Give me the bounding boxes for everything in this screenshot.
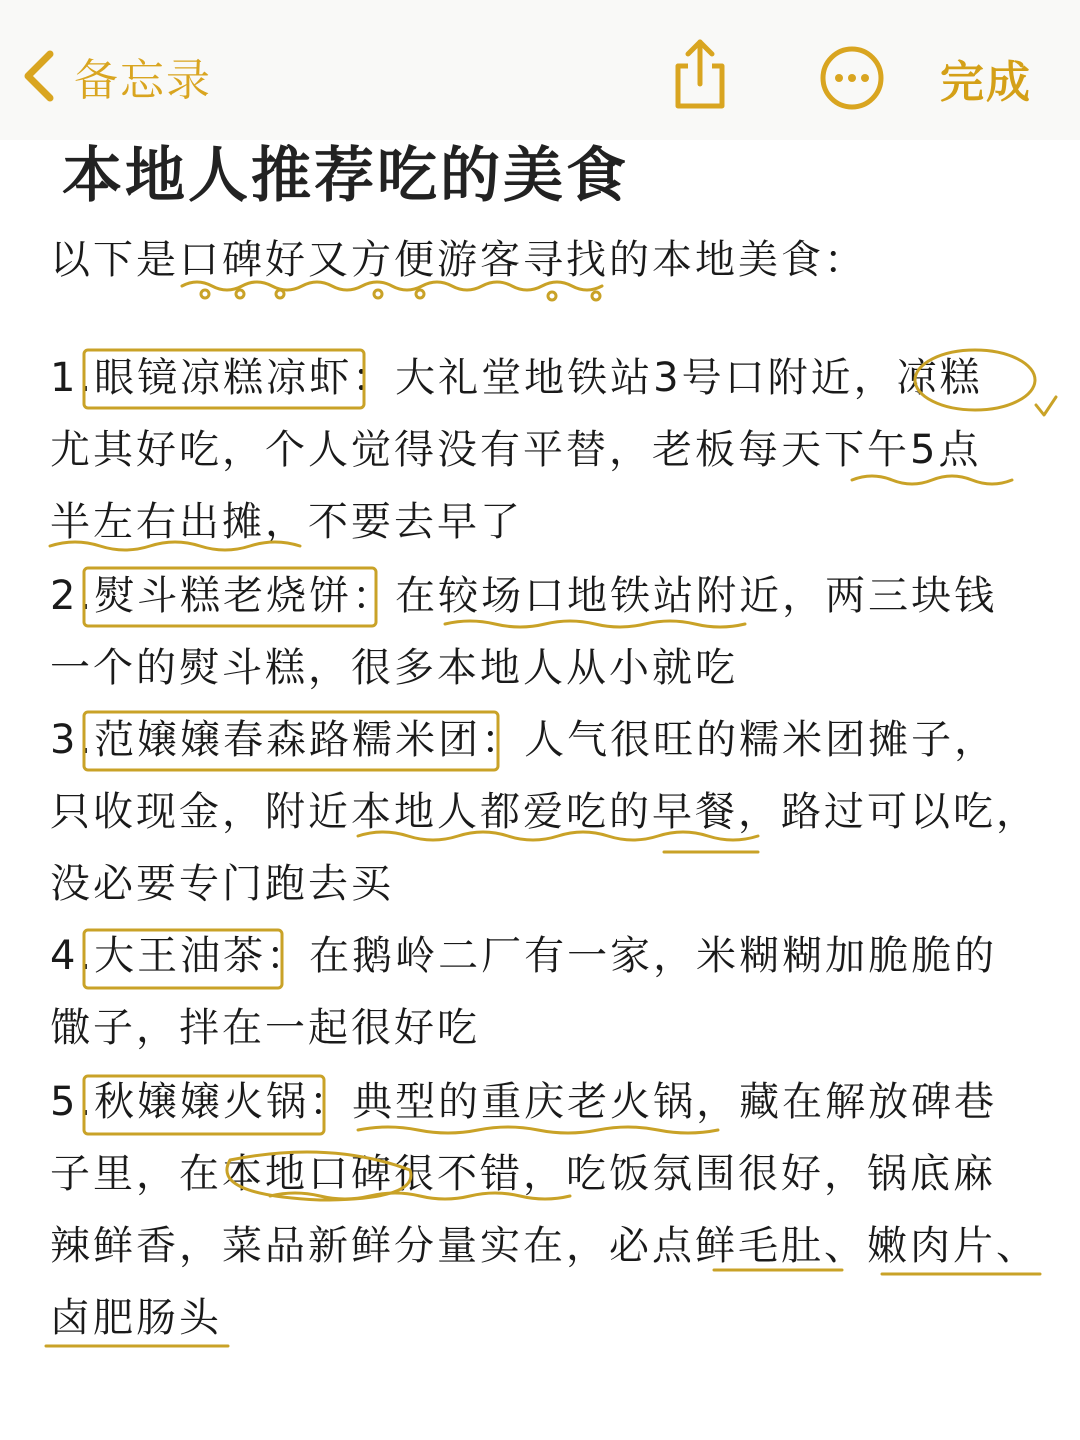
note-line: 半左右出摊，不要去早了 <box>50 499 523 545</box>
chevron-left-icon <box>18 48 58 104</box>
note-line: 一个的熨斗糕，很多本地人从小就吃 <box>50 645 738 691</box>
note-line: 卤肥肠头 <box>50 1295 222 1341</box>
back-button[interactable] <box>18 40 212 112</box>
navigation-bar <box>0 0 1080 140</box>
note-line: 子里，在本地口碑很不错，吃饭氛围很好，锅底麻 <box>50 1151 996 1197</box>
wavy-underline <box>852 476 1012 484</box>
note-line: 尤其好吃，个人觉得没有平替，老板每天下午5点 <box>50 427 982 473</box>
note-line: 5.秋嬢嬢火锅：典型的重庆老火锅，藏在解放碑巷 <box>50 1079 998 1125</box>
more-options-icon[interactable] <box>818 44 886 112</box>
note-line: 2.熨斗糕老烧饼：在较场口地铁站附近，两三块钱 <box>50 573 998 619</box>
note-title: 本地人推荐吃的美食 <box>62 141 629 211</box>
note-line: 没必要专门跑去买 <box>50 861 394 907</box>
note-line: 馓子，拌在一起很好吃 <box>50 1005 480 1051</box>
note-line: 辣鲜香，菜品新鲜分量实在，必点鲜毛肚、嫩肉片、 <box>50 1223 1039 1269</box>
wavy-underline <box>358 1127 718 1133</box>
back-button-label: 备忘录 <box>74 55 212 106</box>
done-button[interactable]: 完成 <box>940 57 1032 108</box>
note-line: 3.范嬢嬢春森路糯米团：人气很旺的糯米团摊子， <box>50 717 998 763</box>
share-icon[interactable] <box>668 36 732 112</box>
note-line: 1.眼镜凉糕凉虾：大礼堂地铁站3号口附近，凉糕 <box>50 355 983 401</box>
note-line: 4.大王油茶：在鹅岭二厂有一家，米糊糊加脆脆的 <box>50 933 998 979</box>
wavy-underline <box>445 621 745 627</box>
note-intro: 以下是口碑好又方便游客寻找的本地美食： <box>50 237 867 283</box>
note-line: 只收现金，附近本地人都爱吃的早餐，路过可以吃， <box>50 789 1039 835</box>
